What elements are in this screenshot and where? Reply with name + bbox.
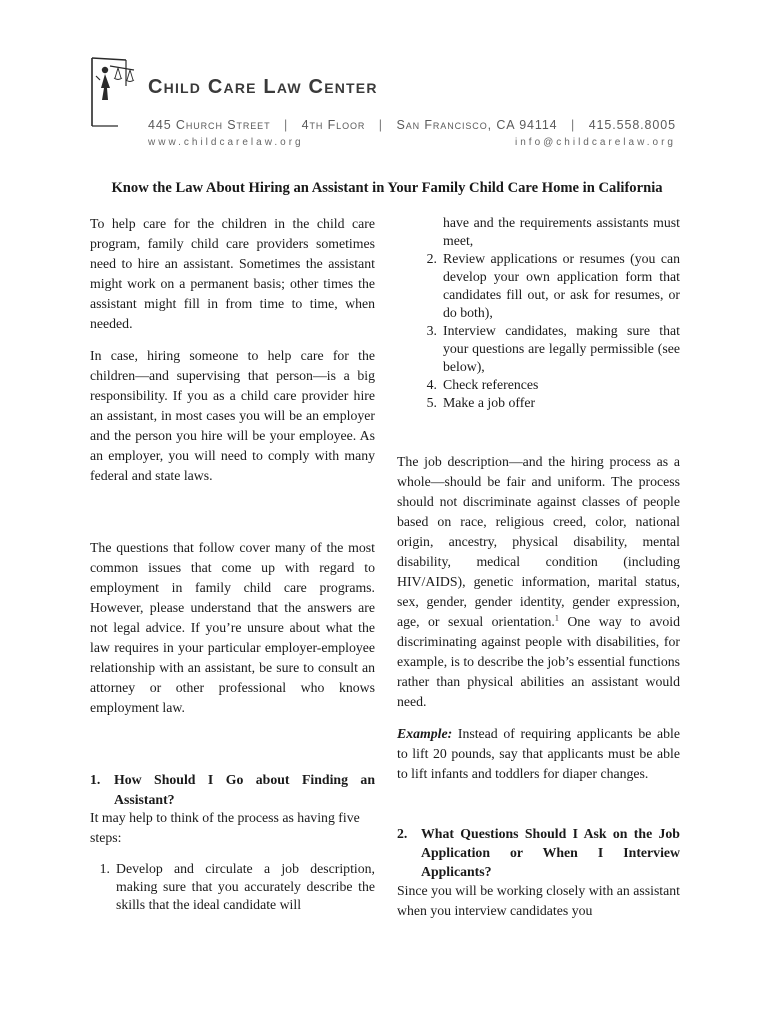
question-1-heading — [90, 770, 375, 810]
steps-list-continued — [397, 214, 680, 412]
example-paragraph — [397, 724, 680, 784]
example-label: Example: — [397, 726, 453, 741]
responsibility-paragraph: In case, hiring someone to help care for the children—and supervising that person—is a big responsibility. If you as a child care provider hire an assistant, in most cases you will be an employer and the person you hire will be your employee. As an employer, you will need to comply with many federal and state laws. — [90, 348, 375, 483]
floor: 4th Floor — [301, 118, 366, 132]
list-item — [397, 250, 680, 322]
step-text: Make a job offer — [443, 395, 536, 410]
question-title: How Should I Go about Finding an Assistant? — [114, 772, 375, 807]
separator: | — [378, 118, 383, 132]
step-number: 3. — [426, 323, 437, 338]
question-number: 2. — [397, 826, 408, 841]
step-text: Interview candidates, making sure that your questions are legally permissible (see below), — [443, 323, 680, 374]
street-address: 445 Church Street — [148, 118, 271, 132]
document-title: Know the Law About Hiring an Assistant in Your Family Child Care Home in California — [111, 180, 663, 196]
email-link[interactable]: info@childcarelaw.org — [515, 137, 676, 148]
left-column — [90, 214, 375, 914]
scales-logo-icon — [88, 56, 140, 128]
question-title: What Questions Should I Ask on the Job Application or When I Interview Applicants? — [421, 826, 680, 879]
question-number: 1. — [90, 772, 101, 787]
step-text: Check references — [443, 377, 539, 392]
phone-number: 415.558.8005 — [588, 118, 676, 132]
step-text: have and the requirements assistants must meet, — [443, 215, 680, 248]
website-link[interactable]: www.childcarelaw.org — [148, 137, 304, 148]
list-item — [397, 214, 680, 250]
disclaimer-paragraph: The questions that follow cover many of the most common issues that come up with regard to employment in family child care programs. However, please understand that the answers are not legal advice. If you’re unsure about what the law requires in your particular employer-employee relationship with an assistant, be sure to consult an attorney or other professional who knows employment law. — [90, 540, 375, 715]
fair-hiring-text: The job description—and the hiring process as a whole—should be fair and uniform. The process should not discriminate against classes of people based on race, religious creed, color, national origin, ancestry, physical disability, mental disability, medical condition (including HIV/AIDS), genetic information, marital status, sex, gender, gender identity, gender expression, age, or sexual orientation. — [397, 454, 680, 629]
separator: | — [571, 118, 576, 132]
right-column — [397, 214, 680, 921]
question-2-heading — [397, 824, 680, 881]
step-number: 1. — [99, 861, 110, 876]
fair-hiring-paragraph — [397, 452, 680, 712]
question-2-text: Since you will be working closely with an assistant when you interview candidates you — [397, 883, 680, 918]
list-item — [397, 394, 680, 412]
step-number: 5. — [426, 395, 437, 410]
question-1-intro: It may help to think of the process as having five steps: — [90, 810, 360, 845]
list-item — [90, 860, 375, 914]
step-number: 4. — [426, 377, 437, 392]
step-text: Review applications or resumes (you can develop your own application form that candidates fill out, or ask for resumes, or do both), — [443, 251, 680, 320]
contact-line — [148, 137, 676, 148]
address-line — [148, 118, 676, 132]
step-text: Develop and circulate a job description, making sure that you accurately describe the skills that the ideal candidate will — [116, 861, 375, 912]
fair-hiring-text-cont: One way to avoid discriminating against people with disabilities, for example, is to describe the job’s essential functions rather than physical abilities an assistant would need. — [397, 614, 680, 709]
separator: | — [283, 118, 289, 132]
intro-paragraph: To help care for the children in the child care program, family child care providers sometimes need to hire an assistant. Sometimes the assistant might work on a permanent basis; other times the assistant might fill in from time to time, when needed. — [90, 216, 375, 331]
footnote-ref[interactable]: 1 — [554, 613, 559, 623]
list-item — [397, 322, 680, 376]
list-item — [397, 376, 680, 394]
example-text: Instead of requiring applicants be able to lift 20 pounds, say that applicants must be able to lift infants and toddlers for diaper changes. — [397, 726, 680, 781]
org-name: Child Care Law Center — [148, 76, 378, 98]
step-number: 2. — [426, 251, 437, 266]
steps-list — [90, 860, 375, 914]
city-state-zip: San Francisco, CA 94114 — [396, 118, 558, 132]
